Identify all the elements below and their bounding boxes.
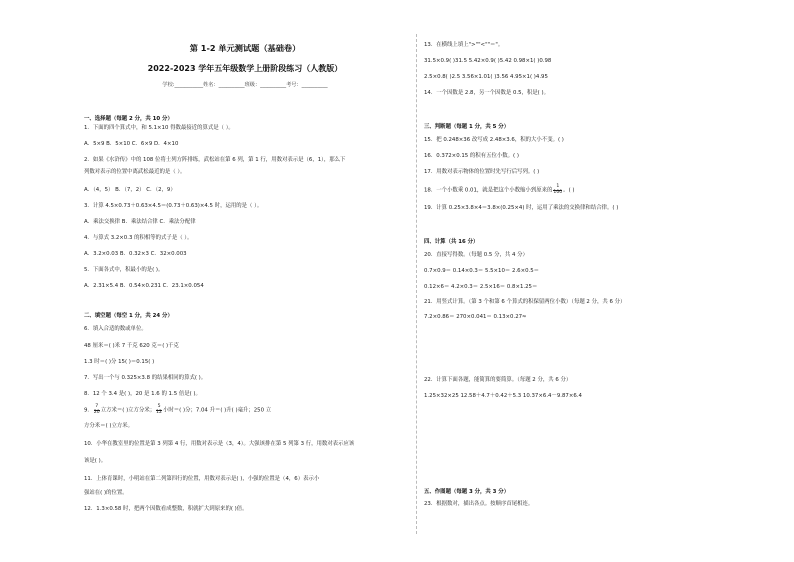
question-line: 该是( )。 [84,458,107,464]
student-info-line: 学校:___________姓名：__________班级：__________考号：__________ [162,82,328,88]
question-line: 列数对表示的位置中离武松最近的是（ ）。 [84,169,186,175]
question-18-line [424,185,574,195]
numerator: 5 [157,404,161,409]
numerator: 7 [95,404,99,409]
question-line: 6．填入合适的数或单位。 [84,326,147,332]
question-line: 48 厘米＝( )米 7 千克 620 克＝( )千克 [84,343,179,349]
question-line: 31.5×0.9( )31.5 5.42×0.9( )5.42 0.98×1( )0.98 [424,58,552,64]
question-line: 12．1.3×0.58 时，把两个因数看成整数，积就扩大到原来的( )倍。 [84,506,248,512]
question-line: 13．在横线上填上">""<""＝"。 [424,42,504,48]
fraction [94,405,100,415]
question-line: 10．小华在教室里的位置是第 3 列第 4 行，用数对表示是（3，4）。大强该排在第 5 列第 3 行，用数对表示应该 [84,441,355,447]
question-options: A．乘法交换律 B．乘法结合律 C．乘法分配律 [84,219,196,225]
question-text: 。( ) [563,187,575,194]
question-line: 23．根据数对，描出各点。按顺序首尾相连。 [424,501,534,507]
left-column [84,0,406,562]
question-line: 19．计算 0.25×3.8×4＝3.8×(0.25×4) 时，运用了乘法的交换律和结合律。( ) [424,205,619,211]
fraction [553,185,562,195]
question-line: 20．直接写得数。（每题 0.5 分，共 4 分） [424,252,528,258]
question-line: 7．写出一个与 0.325×3.8 的结果相同的算式( )。 [84,375,207,381]
section-heading: 二、填空题（每空 1 分，共 24 分） [84,313,173,319]
question-line: 1.3 时＝( )分 15( )＝0.15( ) [84,359,155,365]
question-line: 8．12 个 3.4 是( )，20 是 1.6 的 1.5 倍是( )。 [84,391,201,397]
denominator: 100 [553,189,563,195]
question-line: 3．计算 4.5×0.73＋0.63×4.5＝(0.73＋0.63)×4.5 时，运用的是（ ）。 [84,203,263,209]
question-line: 5．下面各式中，积最小的是( )。 [84,267,164,273]
question-options: A．2.31×5.4 B．0.54×0.231 C．23.1×0.054 [84,283,204,289]
denominator: 20 [93,409,100,415]
question-line: 1．下面的四个算式中，和 5.1×10 得数最接近的算式是（ ）。 [84,125,234,131]
denominator: 12 [156,409,162,415]
question-line: 强站在( )的位置。 [84,490,128,496]
question-text: 小时＝( )分；7.04 升＝( )升( )毫升；250 立 [162,407,272,414]
question-line: 4．与算式 3.2×0.3 的积相等的式子是（ ）。 [84,235,193,241]
question-text: 18．一个小数乘 0.01，就是把这个小数缩小到原来的 [424,187,553,194]
question-line: 21．用竖式计算。（第 3 个和第 6 个算式的积保留两位小数）（每题 2 分，共 6 分） [424,299,626,305]
calc-row: 1.25×32×25 12.58＋4.7＋0.42＋5.3 10.37×6.4－9.87×6.4 [424,393,582,399]
question-line: 方分米＝( )立方米。 [84,423,134,429]
question-number: 9． [84,407,93,414]
calc-row: 7.2×0.86＝ 270×0.041＝ 0.13×0.27≈ [424,314,527,320]
numerator: 1 [553,185,562,191]
exam-subtitle: 2022-2023 学年五年级数学上册阶段练习（人教版） [147,64,343,73]
question-line: 2．如果《水浒传》中的 108 位将士列方阵排练，武松站在第 6 列，第 1 行，用数对表示是（6，1），那么下 [84,157,346,163]
section-heading: 四、计算（共 16 分） [424,239,479,245]
section-heading: 五、作图题（每题 3 分，共 3 分） [424,489,510,495]
question-text: 立方米＝( )立方分米； [100,407,156,414]
question-line: 22．计算下面各题，能简算的要简算。（每题 2 分，共 6 分） [424,377,572,383]
question-line: 15．把 0.248×36 改写成 2.48×3.6，积的大小不变。( ) [424,137,564,143]
column-divider [416,34,417,534]
question-line: 11．上体育课时，小明站在第二列第四行的位置，用数对表示是( )，小强的位置是（4，6）表示小 [84,476,320,482]
section-heading: 一、选择题（每题 2 分，共 10 分） [84,116,173,122]
question-9-line [84,405,271,415]
exam-title: 第 1-2 单元测试题（基础卷） [189,43,301,53]
section-heading: 三、判断题（每题 1 分，共 5 分） [424,124,510,130]
right-column [424,0,724,562]
question-line: 16．0.372×0.15 的积有五位小数。( ) [424,153,519,159]
calc-row: 0.7×0.9＝ 0.14×0.3＝ 5.5×10＝ 2.6×0.5＝ [424,268,540,274]
calc-row: 0.12×6＝ 4.2×0.3＝ 2.5×16＝ 0.8×1.25＝ [424,284,538,290]
question-line: 17．用数对表示物体的位置时先写行后写列。( ) [424,169,540,175]
question-options: A．5×9 B．5×10 C．6×9 D．4×10 [84,141,179,147]
question-options: A．3.2×0.03 B．0.32×3 C．32×0.003 [84,251,187,257]
question-options: A．（4，5） B．（7，2） C．（2，9） [84,187,176,193]
fraction [156,405,162,415]
question-line: 14．一个因数是 2.8，另一个因数是 0.5，积是( )。 [424,90,549,96]
question-line: 2.5×0.8( )2.5 3.56×1.01( )3.56 4.95×1( )4.95 [424,74,548,80]
